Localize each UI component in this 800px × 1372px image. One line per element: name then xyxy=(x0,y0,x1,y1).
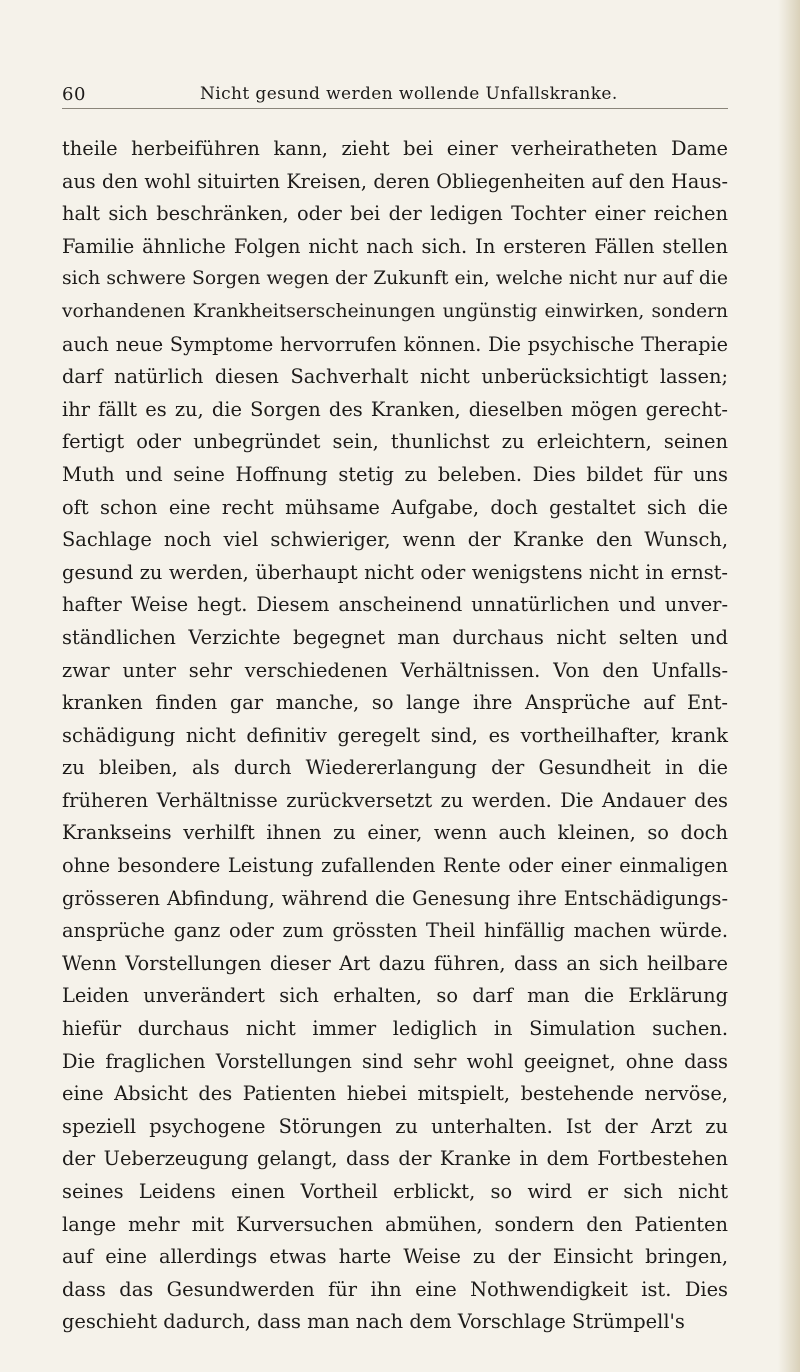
text-line: lange mehr mit Kurversuchen abmühen, sondern den Patienten xyxy=(62,1212,728,1236)
text-line: oft schon eine recht mühsame Aufgabe, doch gestaltet sich die xyxy=(62,495,728,519)
text-line: zu bleiben, als durch Wiedererlangung der Gesundheit in die xyxy=(62,756,728,780)
header-rule xyxy=(62,108,728,109)
text-line: darf natürlich diesen Sachverhalt nicht unberücksichtigt lassen; xyxy=(62,365,728,389)
text-line: theile herbeiführen kann, zieht bei einer verheiratheten Dame xyxy=(62,137,728,160)
text-line: auf eine allerdings etwas harte Weise zu der Einsicht bringen, xyxy=(62,1245,728,1269)
text-line: halt sich beschränken, oder bei der ledigen Tochter einer reichen xyxy=(62,202,728,226)
running-title: Nicht gesund werden wollende Unfallskranke. xyxy=(200,84,618,104)
text-line: zwar unter sehr verschiedenen Verhältnissen. Von den Unfalls- xyxy=(62,658,728,682)
text-line: schädigung nicht definitiv geregelt sind, es vortheilhafter, krank xyxy=(62,723,728,747)
text-line: Krankseins verhilft ihnen zu einer, wenn auch kleinen, so doch xyxy=(62,821,728,845)
page-edge-shadow xyxy=(778,0,800,1372)
text-line: aus den wohl situirten Kreisen, deren Obliegenheiten auf den Haus- xyxy=(62,169,728,193)
text-line: eine Absicht des Patienten hiebei mitspielt, bestehende nervöse, xyxy=(62,1082,728,1106)
text-line: speziell psychogene Störungen zu unterhalten. Ist der Arzt zu xyxy=(62,1114,728,1138)
text-line: Muth und seine Hoffnung stetig zu beleben. Dies bildet für uns xyxy=(62,462,728,486)
text-line: grösseren Abfindung, während die Genesung ihre Entschädigungs- xyxy=(62,886,728,910)
text-line: hafter Weise hegt. Diesem anscheinend unnatürlichen und unver- xyxy=(62,593,728,617)
body-text xyxy=(62,133,728,1339)
text-line: dass das Gesundwerden für ihn eine Nothwendigkeit ist. Dies xyxy=(62,1277,728,1301)
text-line: der Ueberzeugung gelangt, dass der Kranke in dem Fortbestehen xyxy=(62,1147,728,1171)
page-number: 60 xyxy=(62,84,86,105)
text-line: kranken finden gar manche, so lange ihre Ansprüche auf Ent- xyxy=(62,691,728,715)
text-line: vorhandenen Krankheitserscheinungen ungünstig einwirken, sondern xyxy=(62,300,728,322)
text-line: hiefür durchaus nicht immer lediglich in Simulation suchen. xyxy=(62,1017,728,1041)
text-line: ihr fällt es zu, die Sorgen des Kranken, dieselben mögen gerecht- xyxy=(62,397,728,421)
text-line: Leiden unverändert sich erhalten, so darf man die Erklärung xyxy=(62,984,728,1008)
text-line: ständlichen Verzichte begegnet man durchaus nicht selten und xyxy=(62,625,728,649)
text-line: sich schwere Sorgen wegen der Zukunft ein, welche nicht nur auf die xyxy=(62,268,728,290)
text-line: seines Leidens einen Vortheil erblickt, so wird er sich nicht xyxy=(62,1180,728,1203)
text-line: Wenn Vorstellungen dieser Art dazu führen, dass an sich heilbare xyxy=(62,951,728,975)
text-line: geschieht dadurch, dass man nach dem Vorschlage Strümpell's xyxy=(62,1310,685,1334)
text-line: früheren Verhältnisse zurückversetzt zu werden. Die Andauer des xyxy=(62,788,728,812)
text-line: Familie ähnliche Folgen nicht nach sich. In ersteren Fällen stellen xyxy=(62,234,728,258)
text-line: auch neue Symptome hervorrufen können. Die psychische Therapie xyxy=(62,332,728,356)
text-line: Sachlage noch viel schwieriger, wenn der Kranke den Wunsch, xyxy=(62,528,728,552)
text-line: ansprüche ganz oder zum grössten Theil hinfällig machen würde. xyxy=(62,919,728,943)
text-line: Die fraglichen Vorstellungen sind sehr wohl geeignet, ohne dass xyxy=(62,1049,728,1073)
text-line: fertigt oder unbegründet sein, thunlichst zu erleichtern, seinen xyxy=(62,430,728,454)
text-line: ohne besondere Leistung zufallenden Rente oder einer einmaligen xyxy=(62,854,728,878)
text-line: gesund zu werden, überhaupt nicht oder wenigstens nicht in ernst- xyxy=(62,560,728,584)
